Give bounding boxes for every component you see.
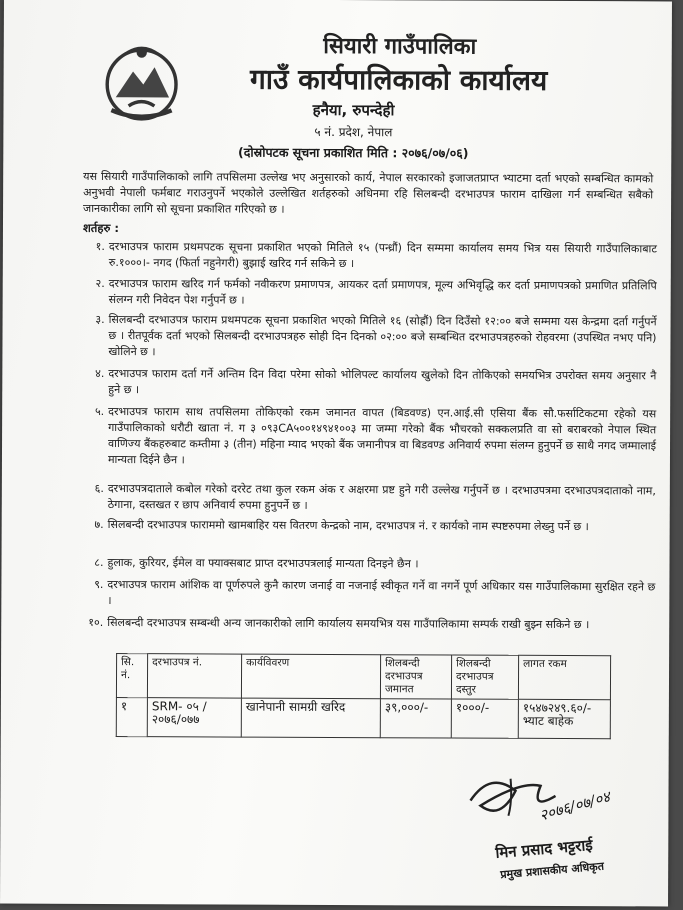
intro-paragraph: यस सियारी गाउँपालिकाको लागि तपसिलमा उल्लेख भए अनुसारको कार्य, नेपाल सरकारको इजाजतप्राप्त भ्याटमा दर्ता भएको सम्बन्धित कामको अनुभवी नेपाली फर्मबाट गराउनुपर्ने भएकोले उल्लेखित शर्तहरुको अधिनमा रहि सिलबन्दी दरभाउपत्र फाराम दाखिला गर्न सम्बन्धित सबैको जानकारीका लागि सो सूचना प्रकाशित गरिएको छ । xyxy=(83,169,654,216)
term-item xyxy=(3,276,671,307)
table-cell: १ xyxy=(116,698,147,737)
term-number: ५. xyxy=(94,404,105,418)
term-number: ३. xyxy=(95,312,105,326)
column-header: सि. नं. xyxy=(116,654,147,698)
term-text: दरभाउपत्र फाराम साथ तपसिलमा तोकिएको रकम जमानत वापत (बिडवण्ड) एन.आई.सी एसिया बैंक सौ.फर्साटिकटमा रहेको यस गाउँपालिकाको धरौटी खाता नं. ग ३ ०९३CA५००१४९४१००३ मा जम्मा गरेको बैंक भौचरको सक्कलप्रति वा सो बराबरको नेपाल स्थित वाणिज्य बैंकहरुबाट कम्तीमा ३ (तीन) महिना म्याद भएको बैंक जमानीपत्र वा बिडवण्ड अनिवार्य रुपमा संलग्न हुनुपर्ने छ साथै नगद जम्मालाई मान्यता दिईने छैन । xyxy=(107,405,657,467)
table-row xyxy=(116,698,610,739)
term-text: दरभाउपत्र फाराम प्रथमपटक सूचना प्रकाशित भएको मितिले १५ (पन्ध्रौं) दिन सम्ममा कार्यालय समय भित्र यस सियारी गाउँपालिकाबाट रु.१०००।- नगद (फिर्ता नहुनेगरी) बुझाई खरिद गर्न सकिने छ । xyxy=(108,240,657,271)
office-name: गाउँ कार्यपालिकाको कार्यालय xyxy=(249,62,548,97)
table-cell: १५४७२४९.६०/- भ्याट बाहेक xyxy=(518,699,610,738)
term-text: सिलबन्दी दरभाउपत्र फाराम प्रथमपटक सूचना प्रकाशित भएको मितिले १६ (सोह्रौं) दिन दिउँसो १२:०० बजे सम्ममा यस केन्द्रमा दर्ता गर्नुपर्ने छ । रीतपूर्वक दर्ता भएको सिलबन्दी दरभाउपत्रहरु सोही दिन दिनको ०२:०० बजे सम्बन्धित दरभाउपत्रहरुको रोहवरमा (उपस्थित नभए पनि) खोलिने छ । xyxy=(108,313,657,359)
term-number: १. xyxy=(95,239,105,253)
term-item xyxy=(2,366,670,397)
term-text: सिलबन्दी दरभाउपत्र फाराममो खामबाहिर यस वितरण केन्द्रको नाम, दरभाउपत्र नं. र कार्यको नाम स्पष्टरुपमा लेख्नु पर्ने छ । xyxy=(107,518,589,534)
org-name: सियारी गाउँपालिका xyxy=(323,33,477,60)
term-number: ९. xyxy=(94,577,104,591)
column-header: दरभाउपत्र नं. xyxy=(147,654,241,698)
term-item xyxy=(2,555,670,571)
location: हनैया, रुपन्देही xyxy=(312,100,395,120)
term-number: ८. xyxy=(94,555,104,569)
term-item xyxy=(3,312,671,359)
term-item xyxy=(1,577,669,608)
term-item xyxy=(2,481,670,512)
notice-title: (दोस्रोपटक सूचना प्रकाशित मिति : २०७६/०७/०६) xyxy=(238,144,469,161)
term-item xyxy=(1,615,669,632)
term-number: १०. xyxy=(88,615,104,629)
term-text: हुलाक, कुरियर, ईमेल वा फ्याक्सबाट प्राप्त दरभाउपत्रलाई मान्यता दिनइने छैन । xyxy=(107,556,419,571)
bid-table xyxy=(116,653,611,739)
terms-heading: शर्तहरु : xyxy=(82,220,119,236)
table-header-row xyxy=(116,654,610,700)
table-cell: ३९,०००/- xyxy=(380,699,451,738)
nepal-emblem-icon xyxy=(98,37,184,123)
term-number: २. xyxy=(95,276,105,290)
table-cell: १०००/- xyxy=(451,699,518,738)
term-item xyxy=(2,404,670,467)
term-text: दरभाउपत्रदाताले कबोल गरेको दररेट तथा कुल रकम अंक र अक्षरमा प्रष्ट हुने गरी उल्लेख गर्नुपर्ने छ । दरभाउपत्रमा दरभाउपत्रदाताको नाम, ठेगाना, दस्तखत र छाप अनिवार्य रुपमा हुनुपर्ने छ । xyxy=(107,482,656,512)
signatory-name: मिन प्रसाद भट्टराई xyxy=(494,835,594,862)
term-item xyxy=(2,517,670,534)
term-number: ४. xyxy=(95,366,105,380)
column-header: शिलबन्दी दरभाउपत्र दस्तुर xyxy=(451,655,518,699)
table-cell: खानेपानी सामग्री खरिद xyxy=(241,698,380,738)
column-header: शिलबन्दी दरभाउपत्र जमानत xyxy=(380,655,451,699)
term-item xyxy=(3,239,671,271)
signatory-title: प्रमुख प्रशासकीय अधिकृत xyxy=(499,859,605,882)
term-number: ६. xyxy=(94,481,104,495)
column-header: लागत रकम xyxy=(518,655,610,699)
province: ५ नं. प्रदेश, नेपाल xyxy=(314,124,393,140)
table-cell: SRM- ०५ /२०७६/०७७ xyxy=(147,698,241,737)
term-text: सिलबन्दी दरभाउपत्र सम्बन्धी अन्य जानकारीको लागि कार्यालय समयभित्र यस गाउँपालिकामा सम्पर्क राखी बुझ्न सकिने छ । xyxy=(107,616,590,632)
term-text: दरभाउपत्र फाराम खरिद गर्न फर्मको नवीकरण प्रमाणपत्र, आयकर दर्ता प्रमाणपत्र, मूल्य अभिवृद्धि कर दर्ता प्रमाणपत्रको प्रमाणित प्रतिलिपि संलग्न गरी निवेदन पेश गर्नुपर्ने छ । xyxy=(108,277,657,307)
term-text: दरभाउपत्र फाराम दर्ता गर्ने अन्तिम दिन विदा परेमा सोको भोलिपल्ट कार्यालय खुलेको दिन तोकिएको समयभित्र उपरोक्त समय अनुसार नै हुने छ । xyxy=(108,367,657,397)
term-number: ७. xyxy=(94,517,104,531)
signature-date: २०७६/०७/०४ xyxy=(537,787,613,825)
column-header: कार्यविवरण xyxy=(241,654,380,699)
term-text: दरभाउपत्र फाराम आंशिक वा पूर्णरुपले कुनै कारण जनाई वा नजनाई स्वीकृत गर्ने वा नगर्ने पूर्ण अधिकार यस गाउँपालिकामा सुरक्षित रहने छ । xyxy=(107,578,656,608)
